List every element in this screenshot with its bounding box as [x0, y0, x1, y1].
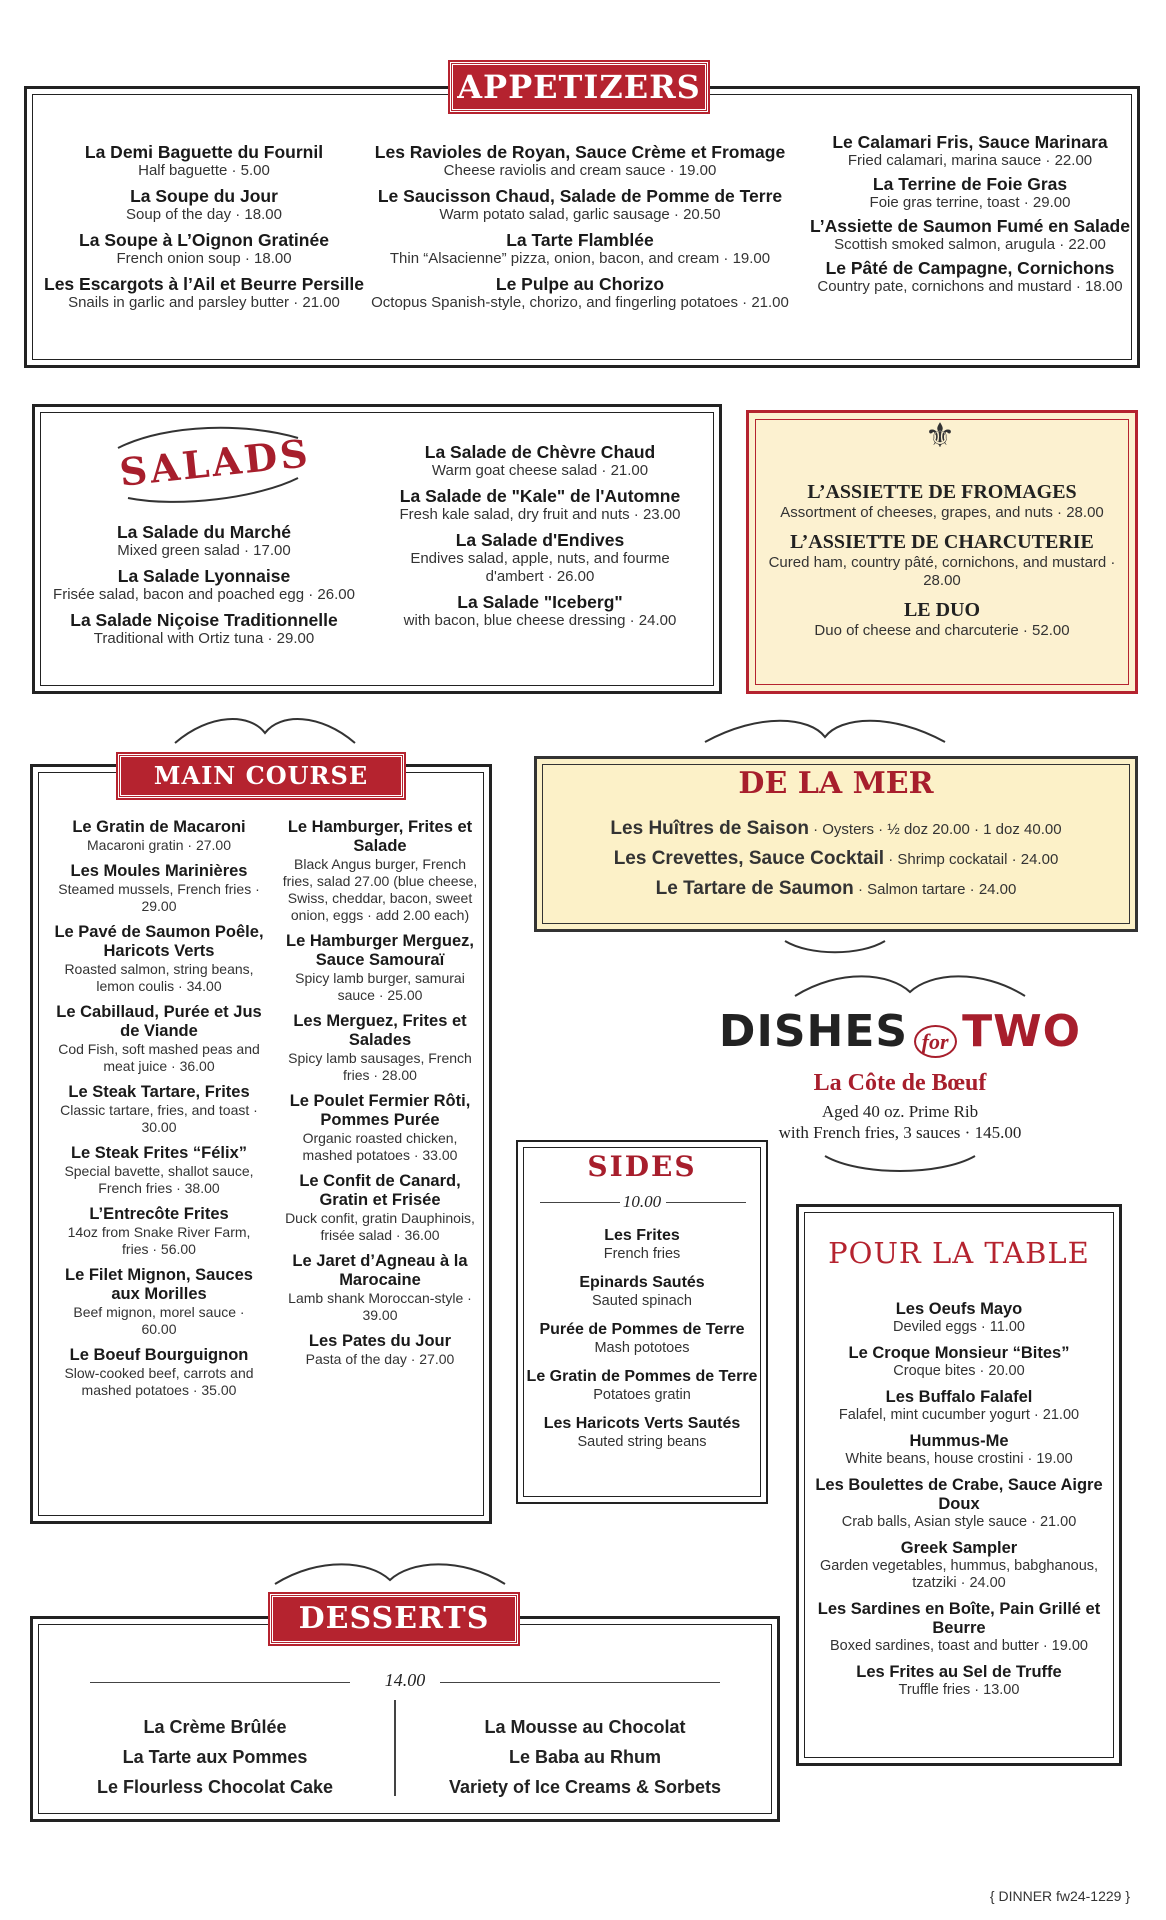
desserts-flourish-icon — [270, 1556, 510, 1590]
menu-item-name: La Tarte Flamblée — [506, 230, 654, 250]
menu-item — [526, 1273, 758, 1310]
menu-item-name: La Salade Lyonnaise — [117, 566, 291, 586]
two-title-b: TWO — [962, 1006, 1082, 1057]
menu-item — [54, 1266, 264, 1338]
mer-flourish-bottom-icon — [780, 936, 890, 956]
menu-item-desc: Foie gras terrine, toast · 29.00 — [869, 194, 1071, 211]
menu-item-name: Le Pulpe au Chorizo — [495, 274, 665, 294]
menu-item — [526, 1414, 758, 1451]
menu-item-desc: French fries — [603, 1246, 681, 1262]
menu-item-desc: Octopus Spanish-style, chorizo, and fingerling potatoes · 21.00 — [371, 294, 789, 311]
menu-item-desc: Fresh kale salad, dry fruit and nuts · 23.00 — [399, 506, 681, 523]
sides-price: 10.00 — [622, 1192, 662, 1211]
menu-item — [808, 1663, 1110, 1699]
menu-item — [54, 1144, 264, 1197]
menu-item-desc: Duo of cheese and charcuterie · 52.00 — [814, 622, 1070, 639]
menu-item-name: La Soupe à L’Oignon Gratinée — [79, 230, 329, 250]
appetizers-banner: APPETIZERS — [450, 62, 708, 112]
menu-item — [370, 274, 790, 312]
menu-item-desc: White beans, house crostini · 19.00 — [845, 1451, 1073, 1467]
menu-item — [54, 818, 264, 854]
menu-item-desc: Beef mignon, morel sauce · 60.00 — [73, 1304, 245, 1337]
mer-item-name: Les Huîtres de Saison — [610, 818, 809, 839]
menu-item — [44, 522, 364, 560]
menu-item — [808, 1432, 1110, 1468]
menu-item-desc: Endives salad, apple, nuts, and fourme d'ambert · 26.00 — [410, 550, 670, 585]
menu-item-desc: Truffle fries · 13.00 — [898, 1682, 1020, 1698]
menu-item-name: La Salade "Iceberg" — [457, 592, 623, 612]
menu-item-name: Le Poulet Fermier Rôti, Pommes Purée — [289, 1092, 471, 1129]
dessert-item: Variety of Ice Creams & Sorbets — [448, 1777, 722, 1797]
desserts-price-rule-left — [90, 1682, 350, 1683]
menu-item-desc: Falafel, mint cucumber yogurt · 21.00 — [838, 1407, 1080, 1423]
menu-item-desc: Snails in garlic and parsley butter · 21.00 — [68, 294, 340, 311]
menu-item-name: Les Pates du Jour — [308, 1332, 452, 1350]
menu-item-desc: Warm potato salad, garlic sausage · 20.50 — [439, 206, 721, 223]
menu-item — [280, 1332, 480, 1368]
menu-item-desc: Classic tartare, fries, and toast · 30.00 — [60, 1102, 258, 1135]
menu-item — [44, 230, 364, 268]
menu-item — [808, 1600, 1110, 1655]
menu-item-desc: Black Angus burger, French fries, salad 27.00 (blue cheese, Swiss, cheddar, bacon, sweet onion, eggs · add 2.00 each) — [282, 856, 478, 923]
fleur-de-lis-icon: ⚜ — [924, 417, 956, 455]
menu-item-name: Le Calamari Fris, Sauce Marinara — [832, 132, 1108, 152]
two-title-a: DISHES — [718, 1006, 909, 1057]
menu-item-desc: Macaroni gratin · 27.00 — [87, 837, 231, 853]
dessert-item: La Tarte aux Pommes — [122, 1747, 308, 1767]
menu-item — [280, 1092, 480, 1164]
menu-item — [760, 480, 1124, 522]
menu-item-name: Le Croque Monsieur “Bites” — [848, 1344, 1070, 1362]
menu-item-name: Le Filet Mignon, Sauces aux Morilles — [65, 1266, 253, 1303]
menu-item-name: Le Gratin de Pommes de Terre — [526, 1368, 758, 1385]
menu-item-name: Greek Sampler — [900, 1539, 1018, 1557]
menu-item-name: Les Escargots à l’Ail et Beurre Persille — [44, 274, 365, 294]
menu-item — [808, 1300, 1110, 1336]
menu-item-desc: Traditional with Ortiz tuna · 29.00 — [93, 630, 315, 647]
menu-item-desc: Deviled eggs · 11.00 — [893, 1319, 1025, 1335]
dessert-item: La Mousse au Chocolat — [484, 1717, 686, 1737]
mer-item-desc: · Oysters · ½ doz 20.00 · 1 doz 40.00 — [808, 821, 1062, 838]
main-col-1 — [54, 818, 264, 1407]
salads-flourish-icon — [108, 418, 308, 508]
menu-item-name: Les Haricots Verts Sautés — [543, 1415, 741, 1432]
menu-item-name: Le Saucisson Chaud, Salade de Pomme de Terre — [377, 186, 783, 206]
menu-item-desc: Potatoes gratin — [593, 1387, 691, 1403]
menu-item-name: Le Boeuf Bourguignon — [69, 1346, 249, 1364]
sides-price-rule-right — [666, 1202, 746, 1203]
appetizers-col-1 — [44, 142, 364, 318]
menu-item — [808, 1476, 1110, 1531]
main-col-2 — [280, 818, 480, 1376]
menu-item-desc: Roasted salmon, string beans, lemon coulis · 34.00 — [64, 961, 254, 994]
menu-item — [810, 258, 1130, 296]
menu-item-name: Le Steak Frites “Félix” — [70, 1144, 248, 1162]
appetizers-col-3 — [810, 132, 1130, 300]
menu-item-desc: Cod Fish, soft mashed peas and meat juice · 36.00 — [58, 1041, 260, 1074]
menu-item-name: La Salade Niçoise Traditionnelle — [70, 610, 338, 630]
menu-item-name: Le Cabillaud, Purée et Jus de Viande — [56, 1003, 262, 1040]
menu-item-name: Les Frites — [604, 1227, 680, 1244]
salads-col-1 — [44, 522, 364, 654]
menu-item — [526, 1320, 758, 1357]
dishes-for-two-title — [690, 1006, 1110, 1057]
menu-item-name: Le Hamburger Merguez, Sauce Samouraï — [286, 932, 474, 969]
menu-item — [54, 923, 264, 995]
menu-item — [808, 1388, 1110, 1424]
main-course-flourish-icon — [170, 708, 360, 748]
de-la-mer-title: DE LA MER — [738, 766, 934, 801]
menu-item-name: L’ASSIETTE DE CHARCUTERIE — [790, 531, 1094, 553]
menu-item-desc: Frisée salad, bacon and poached egg · 26.00 — [53, 586, 355, 603]
mer-item — [548, 878, 1124, 900]
menu-item — [44, 142, 364, 180]
menu-item-desc: 14oz from Snake River Farm, fries · 56.00 — [67, 1224, 251, 1257]
menu-item-name: Purée de Pommes de Terre — [539, 1321, 745, 1338]
menu-item — [760, 530, 1124, 590]
menu-item — [280, 1172, 480, 1244]
desserts-price-rule-right — [440, 1682, 720, 1683]
menu-item — [526, 1226, 758, 1263]
menu-item — [370, 186, 790, 224]
menu-item — [44, 186, 364, 224]
menu-item-name: L’ASSIETTE DE FROMAGES — [807, 481, 1077, 503]
mer-flourish-top-icon — [700, 712, 950, 748]
menu-item-desc: Cured ham, country pâté, cornichons, and mustard · 28.00 — [768, 554, 1116, 589]
menu-item — [54, 1083, 264, 1136]
menu-item-desc: Steamed mussels, French fries · 29.00 — [58, 881, 260, 914]
menu-item-desc: Half baguette · 5.00 — [138, 162, 270, 179]
menu-item — [380, 442, 700, 480]
menu-item-name: Hummus-Me — [909, 1432, 1009, 1450]
menu-item-name: La Demi Baguette du Fournil — [84, 142, 324, 162]
two-flourish-top-icon — [790, 968, 1030, 1002]
menu-item-name: Les Merguez, Frites et Salades — [293, 1012, 467, 1049]
menu-item — [808, 1539, 1110, 1592]
menu-item-desc: Soup of the day · 18.00 — [126, 206, 282, 223]
menu-item — [370, 142, 790, 180]
menu-item-desc: Lamb shank Moroccan-style · 39.00 — [288, 1290, 472, 1323]
sides-list — [526, 1226, 758, 1461]
menu-item-desc: Special bavette, shallot sauce, French fries · 38.00 — [64, 1163, 254, 1196]
menu-item — [808, 1344, 1110, 1380]
menu-item — [280, 1012, 480, 1084]
menu-item-desc: Croque bites · 20.00 — [893, 1363, 1025, 1379]
menu-item-desc: Slow-cooked beef, carrots and mashed potatoes · 35.00 — [64, 1365, 254, 1398]
menu-item — [810, 174, 1130, 212]
menu-item — [280, 1252, 480, 1324]
dessert-item: Le Baba au Rhum — [508, 1747, 662, 1767]
menu-item-name: Les Moules Marinières — [70, 862, 248, 880]
menu-item — [380, 592, 700, 630]
two-title-for: for — [914, 1025, 957, 1058]
menu-item — [370, 230, 790, 268]
menu-item-desc: Spicy lamb burger, samurai sauce · 25.00 — [295, 970, 465, 1003]
menu-item — [380, 530, 700, 586]
menu-item-name: Les Buffalo Falafel — [885, 1388, 1033, 1406]
menu-item — [526, 1367, 758, 1404]
menu-item-name: La Salade du Marché — [116, 522, 292, 542]
menu-item-desc: Mixed green salad · 17.00 — [117, 542, 291, 559]
menu-item-name: Les Sardines en Boîte, Pain Grillé et Beurre — [817, 1600, 1101, 1637]
desserts-divider — [394, 1700, 396, 1796]
mer-item-name: Les Crevettes, Sauce Cocktail — [613, 848, 885, 869]
menu-item-name: La Salade de Chèvre Chaud — [424, 442, 656, 462]
salads-col-2 — [380, 442, 700, 636]
mer-item-desc: · Salmon tartare · 24.00 — [853, 881, 1017, 898]
menu-item-desc: Cheese raviolis and cream sauce · 19.00 — [443, 162, 717, 179]
menu-item-desc: Duck confit, gratin Dauphinois, frisée salad · 36.00 — [285, 1210, 475, 1243]
menu-item-desc: Thin “Alsacienne” pizza, onion, bacon, and cream · 19.00 — [389, 250, 771, 267]
dessert-item: La Crème Brûlée — [143, 1717, 287, 1737]
desserts-price: 14.00 — [384, 1670, 426, 1690]
menu-item-desc: Fried calamari, marina sauce · 22.00 — [847, 152, 1093, 169]
menu-item-name: La Terrine de Foie Gras — [872, 174, 1068, 194]
desserts-col-1 — [60, 1712, 370, 1802]
two-item-desc-1: Aged 40 oz. Prime Rib — [821, 1102, 979, 1121]
menu-item-name: Le Hamburger, Frites et Salade — [287, 818, 473, 855]
menu-item — [54, 1205, 264, 1258]
menu-item-name: L’Entrecôte Frites — [89, 1205, 229, 1223]
menu-item — [54, 1346, 264, 1399]
sides-title: SIDES — [587, 1150, 697, 1183]
menu-item-desc: Spicy lamb sausages, French fries · 28.00 — [288, 1050, 472, 1083]
menu-item-name: Le Jaret d’Agneau à la Marocaine — [292, 1252, 468, 1289]
menu-item — [44, 274, 364, 312]
menu-item-desc: Assortment of cheeses, grapes, and nuts · 28.00 — [780, 504, 1104, 521]
pour-la-table-list — [808, 1300, 1110, 1707]
desserts-col-2 — [410, 1712, 760, 1802]
menu-item-desc: Sauted spinach — [592, 1293, 692, 1309]
menu-item-desc: French onion soup · 18.00 — [116, 250, 292, 267]
menu-item — [44, 566, 364, 604]
menu-item-name: Le Gratin de Macaroni — [72, 818, 246, 836]
menu-item-desc: with bacon, blue cheese dressing · 24.00 — [403, 612, 677, 629]
two-item-name: La Côte de Bœuf — [813, 1070, 987, 1096]
pour-la-table-title: POUR LA TABLE — [828, 1236, 1090, 1270]
menu-item-name: Les Boulettes de Crabe, Sauce Aigre Doux — [815, 1476, 1103, 1513]
menu-item-name: La Salade d'Endives — [455, 530, 625, 550]
main-course-banner: MAIN COURSE — [118, 754, 404, 798]
menu-item — [810, 132, 1130, 170]
menu-item-desc: Mash pototoes — [594, 1340, 690, 1356]
menu-item — [280, 818, 480, 924]
menu-item-name: Les Oeufs Mayo — [895, 1300, 1023, 1318]
menu-item — [44, 610, 364, 648]
menu-item — [380, 486, 700, 524]
menu-item-name: LE DUO — [903, 599, 981, 621]
menu-item-name: Le Pavé de Saumon Poêle, Haricots Verts — [54, 923, 264, 960]
fromages-list — [760, 480, 1124, 648]
menu-item-desc: Garden vegetables, hummus, babghanous, tzatziki · 24.00 — [819, 1558, 1099, 1591]
menu-item-desc: Pasta of the day · 27.00 — [305, 1351, 455, 1367]
sides-price-rule — [540, 1202, 620, 1203]
dessert-item: Le Flourless Chocolat Cake — [96, 1777, 334, 1797]
menu-item-name: Le Confit de Canard, Gratin et Frisée — [299, 1172, 461, 1209]
menu-item-name: Le Steak Tartare, Frites — [68, 1083, 250, 1101]
mer-item-name: Le Tartare de Saumon — [655, 878, 854, 899]
appetizers-col-2 — [370, 142, 790, 318]
menu-item-desc: Scottish smoked salmon, arugula · 22.00 — [834, 236, 1106, 253]
footer-code: { DINNER fw24-1229 } — [989, 1888, 1130, 1904]
two-item-desc-2: with French fries, 3 sauces · 145.00 — [778, 1123, 1022, 1142]
mer-item-desc: · Shrimp cockatail · 24.00 — [884, 851, 1059, 868]
menu-item-desc: Boxed sardines, toast and butter · 19.00 — [830, 1638, 1088, 1654]
menu-item-name: L’Assiette de Saumon Fumé en Salade — [810, 216, 1130, 236]
menu-item — [810, 216, 1130, 254]
menu-item-desc: Warm goat cheese salad · 21.00 — [431, 462, 649, 479]
menu-item-name: Le Pâté de Campagne, Cornichons — [825, 258, 1115, 278]
salads-title: SALADS — [117, 430, 313, 495]
menu-item-desc: Sauted string beans — [577, 1434, 707, 1450]
menu-item — [54, 862, 264, 915]
menu-item-desc: Country pate, cornichons and mustard · 18.00 — [817, 278, 1123, 295]
menu-item-name: La Salade de "Kale" de l'Automne — [399, 486, 681, 506]
mer-item — [548, 848, 1124, 870]
two-flourish-bottom-icon — [820, 1150, 980, 1178]
menu-item-desc: Organic roasted chicken, mashed potatoes · 33.00 — [302, 1130, 458, 1163]
menu-item-desc: Crab balls, Asian style sauce · 21.00 — [841, 1514, 1077, 1530]
menu-item-name: Epinards Sautés — [579, 1274, 705, 1291]
menu-item — [280, 932, 480, 1004]
menu-item-name: La Soupe du Jour — [130, 186, 278, 206]
de-la-mer-list — [548, 818, 1124, 908]
mer-item — [548, 818, 1124, 840]
menu-item — [54, 1003, 264, 1075]
menu-item-name: Les Ravioles de Royan, Sauce Crème et Fromage — [374, 142, 786, 162]
desserts-banner: DESSERTS — [270, 1594, 518, 1644]
menu-item — [760, 598, 1124, 640]
menu-item-name: Les Frites au Sel de Truffe — [856, 1663, 1062, 1681]
